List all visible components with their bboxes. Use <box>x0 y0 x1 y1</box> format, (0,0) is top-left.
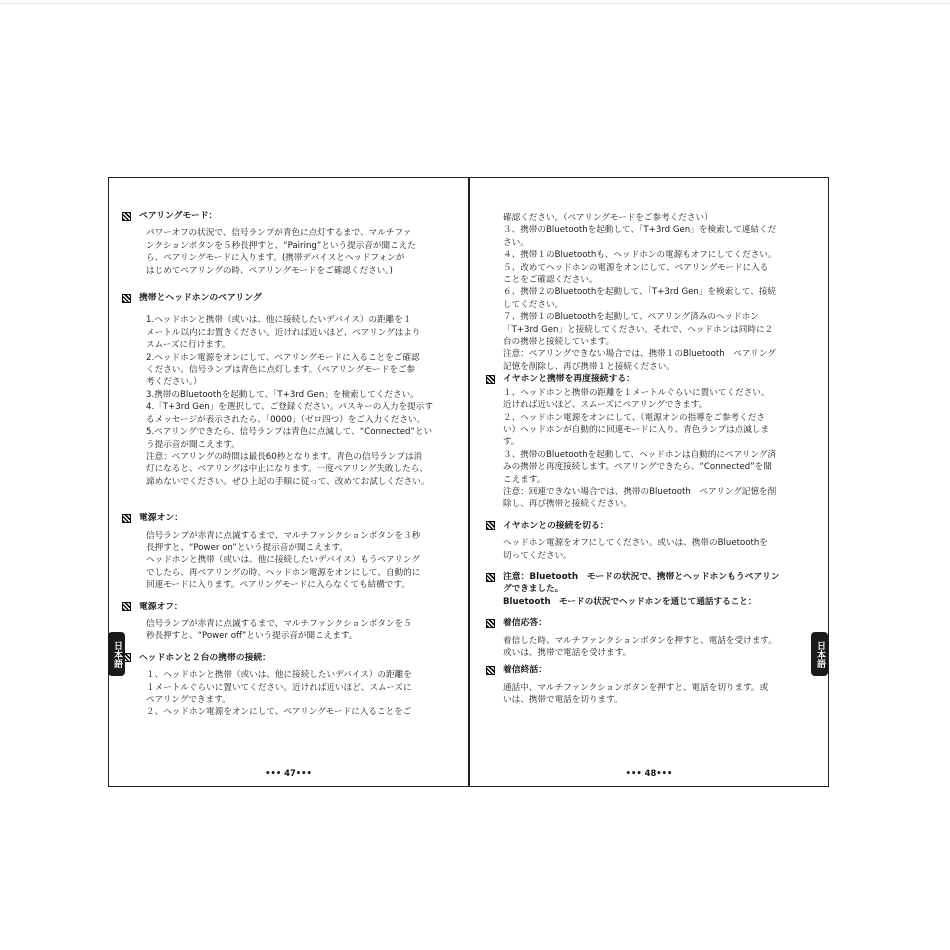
text-line: ７、携帯１のBluetoothを起動して、ペアリング済みのヘッドホン <box>503 312 759 323</box>
left-page-content <box>122 210 452 719</box>
square-bullet-icon <box>122 602 131 611</box>
text-line: いは、携帯で電話を切ります。 <box>503 695 623 706</box>
square-bullet-icon <box>486 619 495 628</box>
top-rule <box>0 3 950 4</box>
text-line: ２、ヘッドホン電源をオンにして、（電源オンの指導をご参考くださ <box>503 412 765 423</box>
text-line: 2.ヘッドホン電源をオンにして、ペアリングモードに入ることをご確認 <box>146 352 420 363</box>
section-heading: 電源オフ： <box>122 601 452 613</box>
text-line: ４、携帯１のBluetoothも、ヘッドホンの電源もオフにしてください。 <box>503 250 777 261</box>
text-line: 注意：回連できない場合では、携帯のBluetooth ペアリング記憶を削 <box>503 486 777 497</box>
square-bullet-icon <box>486 573 495 582</box>
text-line: ペアリングできます。 <box>146 695 231 705</box>
text-line: 信号ランプが赤青に点滅するまで、マルチファンクションボタンを３秒 <box>146 530 421 541</box>
text-line: スムーズに行けます。 <box>146 340 231 351</box>
text-line: 5.ペアリングできたら、信号ランプは青色に点滅して、“Connected”とい <box>146 427 433 438</box>
section-heading: イヤホンと携帯を再度接続する： <box>486 373 802 385</box>
text-line: パワーオフの状況で、信号ランプが青色に点灯するまで、マルチファ <box>146 228 412 239</box>
square-bullet-icon <box>486 521 495 530</box>
section-heading: 電源オン： <box>122 512 452 524</box>
text-line: １、ヘッドホンと携帯（或いは、他に接続したいデバイス）の距離を <box>146 670 412 681</box>
right-page-content <box>486 214 802 707</box>
text-line: 考ください。） <box>146 377 202 388</box>
text-line: 切ってください。 <box>503 550 572 561</box>
page-number: ••• 48••• <box>625 768 673 778</box>
continuation-text <box>503 212 802 373</box>
text-line: ことをご確認ください。 <box>503 275 598 286</box>
section-heading: 着信終話： <box>486 664 802 676</box>
text-line: 秒長押すと、“Power off”という提示音が聞こえます。 <box>146 631 358 642</box>
text-line: ３、携帯のBluetoothを起動して、ヘッドホンは自動的にペアリング済 <box>503 449 777 460</box>
text-line: ヘッドホンと携帯（或いは、他に接続したいデバイス）もうペアリング <box>146 555 420 566</box>
square-bullet-icon <box>122 514 131 523</box>
text-line: １メートルぐらいに置いてください。近ければ近いほど、スムーズに <box>146 682 412 693</box>
section-heading: 携帯とヘッドホンのペアリング <box>122 292 452 304</box>
text-line: 長押すと、“Power on”という提示音が聞こえます。 <box>146 542 348 553</box>
square-bullet-icon <box>122 294 131 303</box>
section-body <box>503 583 802 608</box>
text-line: 記憶を削除し、再び携帯１と接続ください。 <box>503 361 675 372</box>
text-line: ら、ペアリングモードに入ります。(携帯デバイスとヘッドフォンが <box>146 253 405 264</box>
language-tab-right: 日本語 <box>811 632 828 676</box>
text-line: ンクションボタンを５秒長押すと、“Pairing”という提示音が聞こえた <box>146 240 416 251</box>
text-line: ３、携帯のBluetoothを起動して、「T+3rd Gen」を検索して連結くだ <box>503 225 777 236</box>
section-body <box>503 682 802 707</box>
section-body <box>146 530 452 592</box>
text-line: してください。 <box>503 299 564 310</box>
page-number: ••• 47••• <box>265 768 312 778</box>
text-line: ５、改めてヘッドホンの電源をオンにして、ペアリングモードに入る <box>503 262 769 273</box>
language-tab-left: 日本語 <box>108 632 125 676</box>
text-line: １、ヘッドホンと携帯の距離を１メートルぐらいに置いてください。 <box>503 387 770 398</box>
section-heading: ヘッドホンと２台の携帯の接続： <box>122 652 452 664</box>
text-line: 信号ランプが赤青に点滅するまで、マルチファンクションボタンを５ <box>146 618 412 629</box>
section-heading: ペアリングモード： <box>122 210 452 222</box>
text-line: るメッセージが表示されたら、「0000」（ゼロ四つ）をご入力ください。 <box>146 414 426 425</box>
text-line: 台の携帯と接続しています。 <box>503 337 615 348</box>
section-heading: イヤホンとの接続を切る： <box>486 520 802 532</box>
text-line: 着信した時、マルチファンクションボタンを押すと、電話を受けます。 <box>503 635 777 646</box>
text-line: ヘッドホン電源をオフにしてください。或いは、携帯のBluetoothを <box>503 538 768 549</box>
section-body <box>146 227 452 277</box>
section-body <box>146 618 452 643</box>
text-line: 灯になると、ペアリングは中止になります。一度ペアリング失敗したら、 <box>146 464 428 475</box>
text-line: グできました。 <box>503 584 564 595</box>
section-body <box>503 537 802 562</box>
square-bullet-icon <box>122 212 131 221</box>
section-body <box>146 314 452 488</box>
text-line: でしたら、再ペアリングの時、ヘッドホン電源をオンにして、自動的に <box>146 567 421 578</box>
text-line: 近ければ近いほど、スムーズにペアリングできます。 <box>503 400 708 411</box>
right-page <box>470 178 828 786</box>
section-body <box>146 669 452 719</box>
text-line: す。 <box>503 437 520 448</box>
text-line: う提示音が聞こえます。 <box>146 439 240 450</box>
text-line: 1.ヘッドホンと携帯（或いは、他に接続したいデバイス）の距離を１ <box>146 315 412 326</box>
text-line: ください。信号ランプは青色に点灯します。（ペアリングモードをご参 <box>146 365 416 376</box>
text-line: Bluetooth モードの状況でヘッドホンを通じて通話すること： <box>503 596 757 607</box>
text-line: 注意：ペアリングの時間は最長60秒となります。青色の信号ランプは消 <box>146 451 423 462</box>
section-body <box>503 635 802 660</box>
text-line: 通話中、マルチファンクションボタンを押すと、電話を切ります。或 <box>503 682 769 693</box>
text-line: みの携帯と再度接続します。ペアリングできたら、“Connected”を聞 <box>503 462 772 473</box>
manual-spread <box>108 177 829 787</box>
section-heading: 着信応答： <box>486 617 802 629</box>
square-bullet-icon <box>486 666 495 675</box>
section-body <box>503 387 802 511</box>
text-line: ６、携帯２のBluetoothを起動して、「T+3rd Gen」を検索して、接続 <box>503 287 777 298</box>
text-line: はじめてペアリングの時、ペアリングモードをご確認ください。) <box>146 265 393 276</box>
text-line: 或いは、携帯で電話を受けます。 <box>503 648 632 658</box>
left-page <box>109 178 468 786</box>
section-heading: 注意：Bluetooth モードの状況で、携帯とヘッドホンもうペアリン <box>486 571 802 583</box>
square-bullet-icon <box>486 375 495 384</box>
text-line: い）ヘッドホンが自動的に回連モードに入り、青色ランプは点滅しま <box>503 424 770 435</box>
text-line: メートル以内にお置きください。近ければ近いほど、ペアリングはより <box>146 327 421 338</box>
text-line: ２、ヘッドホン電源をオンにして、ペアリングモードに入ることをご <box>146 707 412 718</box>
text-line: 4.「T+3rd Gen」を選択して、ご登録ください。パスキーの入力を提示す <box>146 402 433 413</box>
text-line: 「T+3rd Gen」と接続してください。それで、ヘッドホンは同時に２ <box>503 324 774 335</box>
text-line: 回連モードに入ります。ペアリングモードに入らなくても結構です。 <box>146 580 410 591</box>
text-line: さい。 <box>503 237 529 248</box>
text-line: こえます。 <box>503 474 546 485</box>
text-line: 注意：ペアリングできない場合では、携帯１のBluetooth ペアリング <box>503 349 776 360</box>
text-line: 諦めないでください。ぜひ上記の手順に従って、改めてお試しください。 <box>146 476 430 487</box>
text-line: 3.携帯のBluetoothを起動して、「T+3rd Gen」を検索してください。 <box>146 389 419 400</box>
text-line: 除し、再び携帯と接続ください。 <box>503 499 632 510</box>
text-line: 確認ください。（ペアリングモードをご参考ください） <box>503 213 713 223</box>
